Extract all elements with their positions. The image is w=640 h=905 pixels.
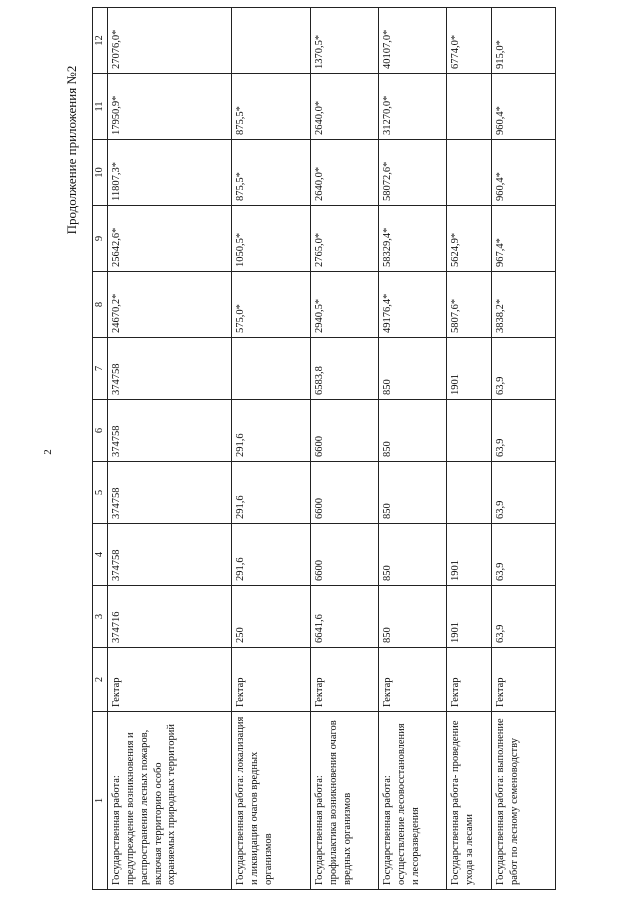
value-cell: 40107,0* [379,8,447,74]
column-header: 9 [93,206,108,272]
value-cell: 960,4* [492,140,556,206]
work-name-cell: Государственная работа: выполнение работ по лесному семеноводству [492,712,556,890]
value-cell: 6641,6 [311,586,379,648]
value-cell: 63,9 [492,524,556,586]
column-header: 2 [93,648,108,712]
value-cell: 63,9 [492,400,556,462]
value-cell: 24670,2* [108,272,232,338]
unit-cell: Гектар [311,648,379,712]
column-header: 4 [93,524,108,586]
unit-cell: Гектар [492,648,556,712]
value-cell: 1901 [447,524,492,586]
column-header: 10 [93,140,108,206]
value-cell: 374758 [108,524,232,586]
value-cell: 3838,2* [492,272,556,338]
value-cell: 1050,5* [232,206,311,272]
value-cell [447,400,492,462]
work-name-cell: Государственная работа: локализация и ликвидация очагов вредных организмов [232,712,311,890]
table-body [108,8,556,890]
value-cell: 1370,5* [311,8,379,74]
value-cell: 374758 [108,462,232,524]
page-number: 2 [42,449,54,455]
value-cell: 58072,6* [379,140,447,206]
value-cell: 875,5* [232,74,311,140]
value-cell: 2640,0* [311,140,379,206]
column-header: 1 [93,712,108,890]
value-cell: 2940,5* [311,272,379,338]
unit-cell: Гектар [379,648,447,712]
value-cell [447,140,492,206]
table-row [108,8,232,890]
value-cell: 291,6 [232,462,311,524]
value-cell: 63,9 [492,462,556,524]
table-row [447,8,492,890]
value-cell: 25642,6* [108,206,232,272]
value-cell: 850 [379,400,447,462]
value-cell: 27076,0* [108,8,232,74]
value-cell [232,338,311,400]
value-cell: 17950,9* [108,74,232,140]
value-cell: 850 [379,462,447,524]
value-cell: 374716 [108,586,232,648]
value-cell: 63,9 [492,338,556,400]
value-cell [232,8,311,74]
table-row [379,8,447,890]
value-cell: 31270,0* [379,74,447,140]
header-row [93,8,108,890]
value-cell: 58329,4* [379,206,447,272]
work-name-cell: Государственная работа: профилактика возникновения очагов вредных организмов [311,712,379,890]
value-cell: 2765,0* [311,206,379,272]
unit-cell: Гектар [447,648,492,712]
value-cell: 5624,9* [447,206,492,272]
table-row [232,8,311,890]
value-cell: 374758 [108,400,232,462]
column-header: 12 [93,8,108,74]
value-cell: 6600 [311,524,379,586]
value-cell: 575,0* [232,272,311,338]
column-header: 3 [93,586,108,648]
value-cell: 850 [379,586,447,648]
value-cell: 850 [379,524,447,586]
value-cell: 915,0* [492,8,556,74]
table-row [311,8,379,890]
value-cell: 1901 [447,338,492,400]
value-cell: 850 [379,338,447,400]
value-cell: 875,5* [232,140,311,206]
work-name-cell: Государственная работа: осуществление лесовосстановления и лесоразведения [379,712,447,890]
column-header: 11 [93,74,108,140]
value-cell: 2640,0* [311,74,379,140]
table-row [492,8,556,890]
column-header: 6 [93,400,108,462]
column-header: 7 [93,338,108,400]
column-header: 5 [93,462,108,524]
value-cell: 6600 [311,400,379,462]
value-cell: 11807,3* [108,140,232,206]
rotated-table-container [92,20,528,890]
value-cell: 291,6 [232,400,311,462]
value-cell: 291,6 [232,524,311,586]
value-cell: 967,4* [492,206,556,272]
value-cell: 374758 [108,338,232,400]
data-table [92,7,556,890]
value-cell: 250 [232,586,311,648]
value-cell [447,74,492,140]
value-cell: 49176,4* [379,272,447,338]
value-cell: 1901 [447,586,492,648]
value-cell: 6774,0* [447,8,492,74]
work-name-cell: Государственная работа- проведение ухода за лесами [447,712,492,890]
value-cell [447,462,492,524]
value-cell: 63,9 [492,586,556,648]
appendix-heading: Продолжение приложения №2 [64,65,79,235]
column-header: 8 [93,272,108,338]
work-name-cell: Государственная работа: предупреждение возникновения и распространения лесных пожаров, включая территорию особо охраняемых природных территорий [108,712,232,890]
unit-cell: Гектар [232,648,311,712]
unit-cell: Гектар [108,648,232,712]
value-cell: 5807,6* [447,272,492,338]
value-cell: 6583,8 [311,338,379,400]
value-cell: 960,4* [492,74,556,140]
value-cell: 6600 [311,462,379,524]
